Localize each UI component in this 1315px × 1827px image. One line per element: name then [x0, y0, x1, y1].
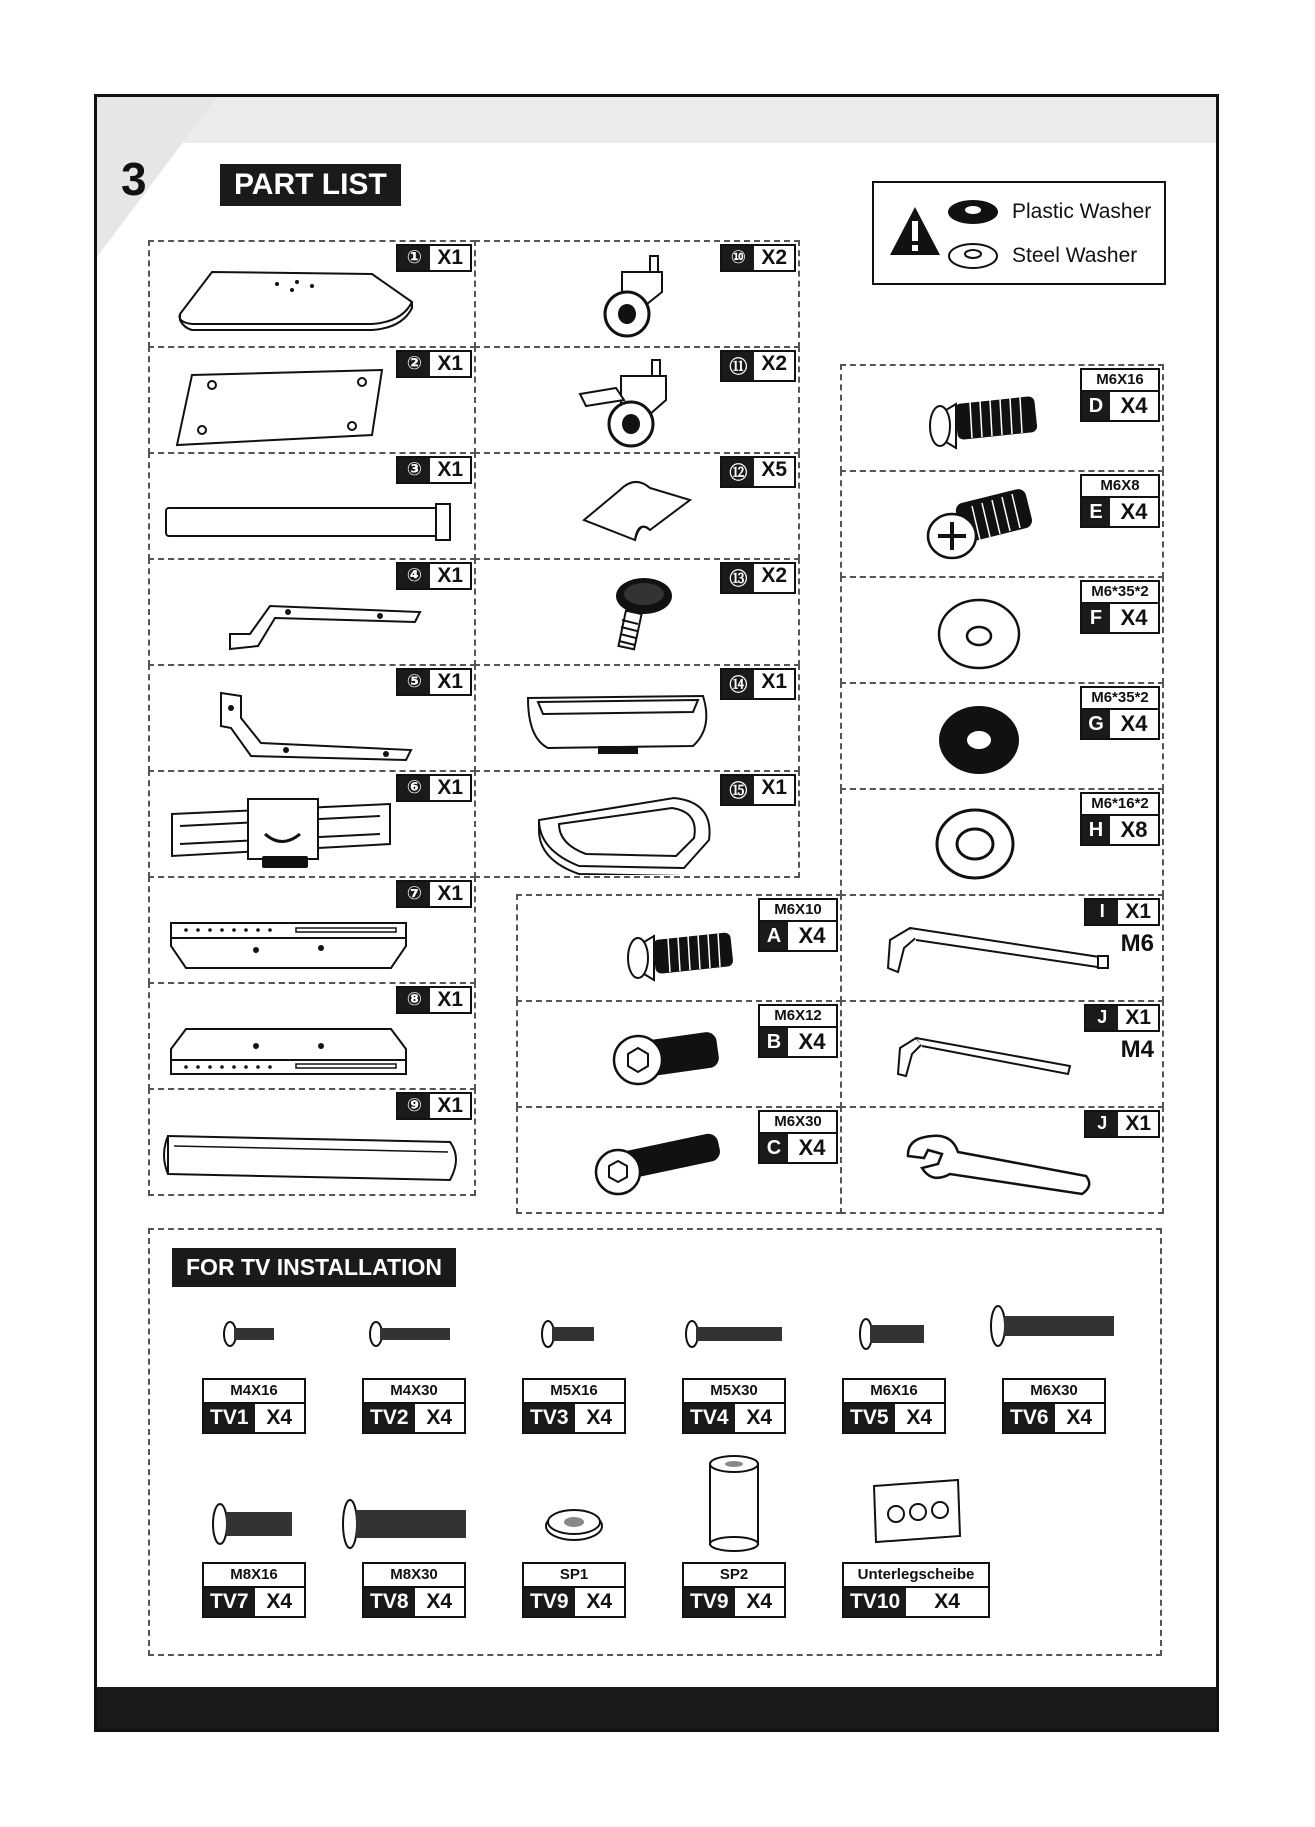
part-3-tube — [148, 452, 476, 560]
washer-icon — [930, 804, 1020, 884]
mount-plate-icon — [172, 360, 402, 450]
tool-badge: I X1 — [1084, 898, 1160, 926]
socket-bolt-long-icon — [590, 1130, 730, 1200]
hardware-spec-label: M6*16*2 H X8 — [1080, 792, 1160, 846]
spacer-tube-icon — [682, 1450, 786, 1552]
part-badge: ⑪ X2 — [720, 350, 796, 382]
hardware-spec-label: M6X10 A X4 — [758, 898, 838, 952]
hex-key-small-icon — [892, 1028, 1082, 1088]
screw-icon — [522, 1314, 626, 1354]
tool-j-cell — [840, 1000, 1164, 1108]
page-title: PART LIST — [220, 164, 401, 206]
steel-washer-label: Steel Washer — [1012, 244, 1138, 267]
hardware-spec-label: M6X8 E X4 — [1080, 474, 1160, 528]
screw-icon — [202, 1496, 306, 1552]
part-badge: ⑨ X1 — [396, 1092, 472, 1120]
hardware-d-cell — [840, 364, 1164, 472]
warning-icon — [888, 205, 942, 257]
part-8-rail — [148, 982, 476, 1090]
tv-item-tv9-sp1: SP1 TV9 X4 — [522, 1496, 626, 1618]
screw-icon — [682, 1314, 786, 1354]
tv-item-tv9-sp2: SP2 TV9 X4 — [682, 1450, 786, 1618]
knob-screw-icon — [594, 572, 684, 662]
tv-item-tv3: M5X16 TV3 X4 — [522, 1314, 626, 1434]
part-2-mount-plate — [148, 346, 476, 454]
wrench-icon — [902, 1126, 1102, 1206]
steel-washer-icon — [946, 241, 1000, 271]
part-9-cover — [148, 1088, 476, 1196]
plastic-washer-icon — [946, 197, 1000, 227]
screw-icon — [362, 1314, 466, 1354]
hardware-a-cell — [516, 894, 842, 1002]
tv-item-tv10: Unterlegscheibe TV10 X4 — [842, 1474, 946, 1618]
hardware-h-cell — [840, 788, 1164, 896]
caster-wheel-icon — [592, 252, 682, 342]
rail-icon — [166, 1024, 416, 1084]
part-6-tv-plate — [148, 770, 476, 878]
tube-icon — [164, 498, 464, 548]
part-badge: ⑮ X1 — [720, 774, 796, 806]
corner-decoration — [97, 97, 217, 257]
plastic-washer-row — [946, 197, 1151, 227]
hardware-e-cell — [840, 470, 1164, 578]
hardware-spec-label: M6*35*2 G X4 — [1080, 686, 1160, 740]
page-number: 3 — [121, 153, 147, 205]
part-badge: ⑧ X1 — [396, 986, 472, 1014]
hardware-spec-label: M6X12 B X4 — [758, 1004, 838, 1058]
part-badge: ⑫ X5 — [720, 456, 796, 488]
hardware-spec-label: M6*35*2 F X4 — [1080, 580, 1160, 634]
tool-wrench-cell — [840, 1106, 1164, 1214]
steel-washer-row — [946, 241, 1137, 271]
part-1-base-plate — [148, 240, 476, 348]
socket-bolt-icon — [610, 1022, 730, 1092]
screw-icon — [988, 1298, 1118, 1354]
plastic-washer-label: Plastic Washer — [1012, 200, 1152, 223]
tv-item-tv7: M8X16 TV7 X4 — [202, 1496, 306, 1618]
hardware-f-cell — [840, 576, 1164, 684]
washer-warning-box — [872, 181, 1166, 285]
tool-badge: J X1 — [1084, 1004, 1160, 1032]
part-14-tray — [474, 664, 800, 772]
part-badge: ④ X1 — [396, 562, 472, 590]
part-4-bracket — [148, 558, 476, 666]
countersunk-bolt-icon — [624, 918, 744, 988]
countersunk-bolt-icon — [926, 386, 1046, 456]
part-badge: ⑤ X1 — [396, 668, 472, 696]
part-12-clip — [474, 452, 800, 560]
tool-i-cell — [840, 894, 1164, 1002]
tray-icon — [518, 688, 718, 768]
screw-icon — [842, 1314, 946, 1354]
tv-section-title: FOR TV INSTALLATION — [172, 1248, 456, 1287]
part-badge: ③ X1 — [396, 456, 472, 484]
tool-size-label: M4 — [1120, 1036, 1154, 1063]
tv-installation-section — [148, 1228, 1162, 1656]
bracket-icon — [216, 688, 436, 768]
cable-clip-icon — [580, 470, 700, 550]
hardware-spec-label: M6X16 D X4 — [1080, 368, 1160, 422]
bottom-bar — [97, 1687, 1216, 1729]
plastic-washer-icon — [934, 700, 1024, 780]
part-badge: ⑩ X2 — [720, 244, 796, 272]
rail-icon — [166, 918, 416, 978]
spacer-washer-icon — [522, 1496, 626, 1552]
part-15-tray-frame — [474, 770, 800, 878]
part-badge: ⑬ X2 — [720, 562, 796, 594]
hardware-c-cell — [516, 1106, 842, 1214]
part-10-caster — [474, 240, 800, 348]
part-5-bracket — [148, 664, 476, 772]
base-plate-icon — [172, 262, 422, 342]
hex-key-icon — [880, 920, 1120, 990]
tool-badge: J X1 — [1084, 1110, 1160, 1138]
washer-plate-icon — [842, 1474, 986, 1554]
part-badge: ⑥ X1 — [396, 774, 472, 802]
part-badge: ⑦ X1 — [396, 880, 472, 908]
part-badge: ② X1 — [396, 350, 472, 378]
caster-brake-icon — [576, 356, 686, 451]
cover-icon — [160, 1128, 470, 1188]
part-7-rail — [148, 876, 476, 984]
tv-item-tv8: M8X30 TV8 X4 — [362, 1496, 466, 1618]
bracket-icon — [220, 594, 440, 664]
tv-item-tv5: M6X16 TV5 X4 — [842, 1314, 946, 1434]
screw-icon — [340, 1496, 470, 1552]
hardware-spec-label: M6X30 C X4 — [758, 1110, 838, 1164]
steel-washer-icon — [934, 594, 1024, 674]
tool-size-label: M6 — [1120, 930, 1154, 957]
top-band — [97, 97, 1216, 143]
hardware-b-cell — [516, 1000, 842, 1108]
tv-item-tv4: M5X30 TV4 X4 — [682, 1314, 786, 1434]
part-badge: ⑭ X1 — [720, 668, 796, 700]
phillips-bolt-icon — [922, 486, 1042, 566]
part-11-caster-brake — [474, 346, 800, 454]
screw-icon — [202, 1314, 306, 1354]
hardware-g-cell — [840, 682, 1164, 790]
tv-item-tv2: M4X30 TV2 X4 — [362, 1314, 466, 1434]
tray-frame-icon — [534, 790, 724, 875]
tv-plate-icon — [170, 794, 400, 874]
part-badge: ① X1 — [396, 244, 472, 272]
part-13-knob-screw — [474, 558, 800, 666]
tv-item-tv1: M4X16 TV1 X4 — [202, 1314, 306, 1434]
tv-item-tv6: M6X30 TV6 X4 — [1002, 1314, 1106, 1434]
